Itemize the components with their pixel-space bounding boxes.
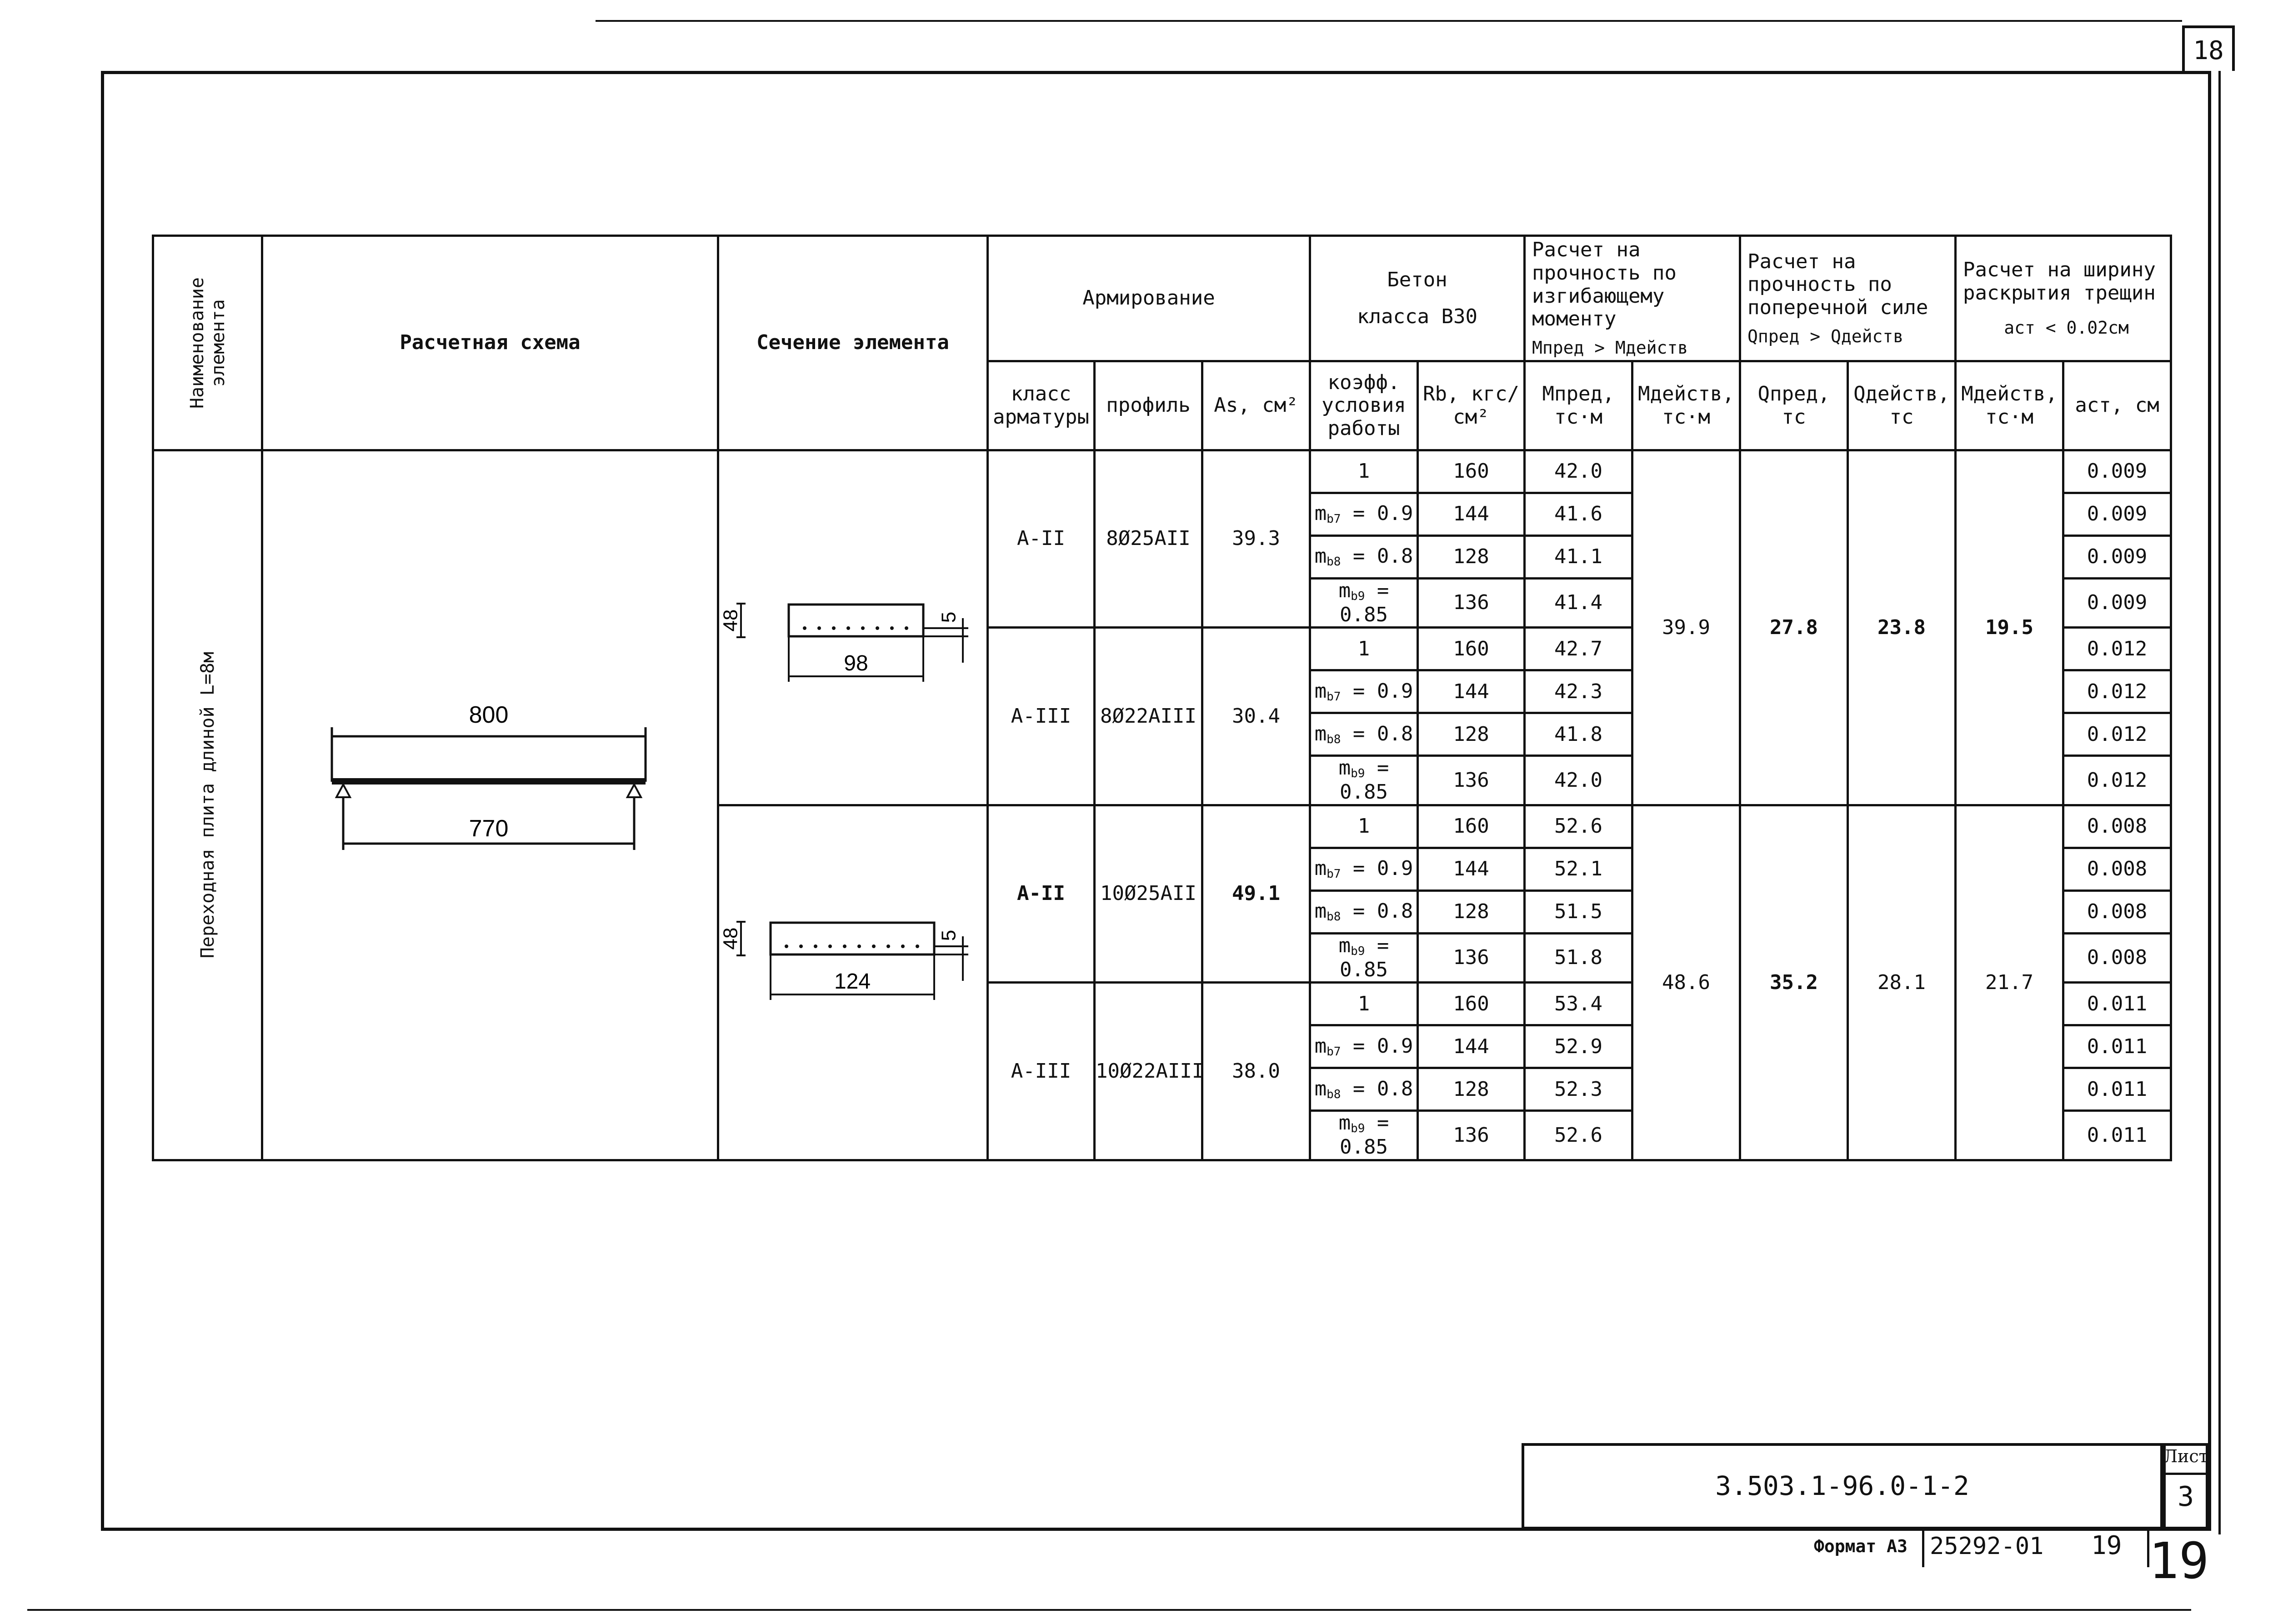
header-a-cr: аст, см [2063, 361, 2171, 450]
acr-cell: 0.009 [2063, 493, 2171, 536]
rb-cell: 128 [1418, 713, 1525, 756]
rb-cell: 160 [1418, 450, 1525, 493]
rebar-class: А-II [988, 805, 1095, 982]
m-pred-cell: 41.6 [1525, 493, 1632, 536]
acr-cell: 0.009 [2063, 536, 2171, 579]
sheet-label: Лист [2163, 1446, 2208, 1466]
m-pred-cell: 41.8 [1525, 713, 1632, 756]
rb-cell: 136 [1418, 933, 1525, 982]
calculation-table [152, 235, 2172, 1161]
rebar-area: 49.1 [1202, 805, 1310, 982]
m-deistv-cell: 48.6 [1632, 805, 1740, 1160]
header-profile: профиль [1095, 361, 1202, 450]
m-pred-cell: 51.5 [1525, 890, 1632, 933]
top-page-number-box [2182, 25, 2235, 71]
coef-cell: 1 [1310, 628, 1418, 670]
m-pred-cell: 52.6 [1525, 805, 1632, 848]
acr-cell: 0.009 [2063, 450, 2171, 493]
acr-cell: 0.008 [2063, 933, 2171, 982]
coef-cell: $m_{b7} = 0.9$ [1310, 493, 1418, 536]
acr-cell: 0.012 [2063, 756, 2171, 805]
rebar-class: А-II [988, 450, 1095, 628]
rebar-class: А-III [988, 983, 1095, 1160]
header-m-pred: Мпред, тс·м [1525, 361, 1632, 450]
rb-cell: 136 [1418, 756, 1525, 805]
rebar-profile: 8Ø22АIII [1095, 628, 1202, 805]
svg-text:48: 48 [719, 609, 742, 632]
rb-cell: 144 [1418, 670, 1525, 713]
rb-cell: 128 [1418, 890, 1525, 933]
rebar-area: 39.3 [1202, 450, 1310, 628]
rebar-area: 38.0 [1202, 983, 1310, 1160]
header-rebar-class: класс арматуры [988, 361, 1095, 450]
top-rule [596, 20, 2182, 22]
acr-cell: 0.012 [2063, 670, 2171, 713]
table-row [153, 450, 2171, 493]
rebar-profile: 10Ø25АII [1095, 805, 1202, 982]
rb-cell: 160 [1418, 983, 1525, 1025]
acr-cell: 0.012 [2063, 713, 2171, 756]
acr-cell: 0.009 [2063, 579, 2171, 628]
q-deistv-cell: 28.1 [1848, 805, 1956, 1160]
acr-cell: 0.012 [2063, 628, 2171, 670]
m-pred-cell: 53.4 [1525, 983, 1632, 1025]
acr-cell: 0.008 [2063, 848, 2171, 890]
m-pred-cell: 42.3 [1525, 670, 1632, 713]
m-pred-cell: 52.9 [1525, 1025, 1632, 1068]
acr-cell: 0.008 [2063, 805, 2171, 848]
scheme-length-top: 800 [469, 702, 509, 728]
rb-cell: 144 [1418, 848, 1525, 890]
svg-text:98: 98 [844, 651, 868, 675]
sheet-number: 3 [2177, 1481, 2194, 1513]
header-reinforcement: Армирование [988, 236, 1310, 361]
coef-cell: $m_{b8} = 0.8$ [1310, 536, 1418, 579]
header-shear-check: Расчет на прочность по поперечной силе Qпред > Qдейств [1740, 236, 1956, 361]
scheme-length-bottom: 770 [469, 815, 509, 842]
svg-text:48: 48 [719, 927, 742, 950]
q-pred-cell: 35.2 [1740, 805, 1848, 1160]
coef-cell: 1 [1310, 805, 1418, 848]
rebar-profile: 8Ø25АII [1095, 450, 1202, 628]
m-pred-cell: 41.4 [1525, 579, 1632, 628]
header-coef: коэфф. условия работы [1310, 361, 1418, 450]
rb-cell: 128 [1418, 1068, 1525, 1111]
rb-cell: 136 [1418, 579, 1525, 628]
coef-cell: 1 [1310, 450, 1418, 493]
m-pred-cell: 42.0 [1525, 756, 1632, 805]
coef-cell: $m_{b8} = 0.8$ [1310, 890, 1418, 933]
section-drawing-1 [714, 595, 977, 686]
m-pred-cell: 52.3 [1525, 1068, 1632, 1111]
rb-cell: 144 [1418, 1025, 1525, 1068]
svg-text:5: 5 [937, 611, 960, 623]
rb-cell: 160 [1418, 628, 1525, 670]
header-q-deistv: Qдейств, тс [1848, 361, 1956, 450]
m-pred-cell: 51.8 [1525, 933, 1632, 982]
frame-right-inner [2218, 71, 2221, 1534]
rb-cell: 128 [1418, 536, 1525, 579]
header-m-deistv: Мдейств, тс·м [1632, 361, 1740, 450]
header-as: As, см² [1202, 361, 1310, 450]
header-scheme: Расчетная схема [262, 236, 718, 450]
coef-cell: $m_{b8} = 0.8$ [1310, 1068, 1418, 1111]
bottom-page-number: 19 [2148, 1532, 2209, 1590]
calculation-scheme [318, 700, 664, 864]
m-pred-cell: 41.1 [1525, 536, 1632, 579]
header-concrete: Бетон класса В30 [1310, 236, 1525, 361]
header-rb: Rb, кгс/см² [1418, 361, 1525, 450]
m-pred-cell: 42.7 [1525, 628, 1632, 670]
acr-cell: 0.011 [2063, 983, 2171, 1025]
inventory-number: 25292-01 [1930, 1533, 2044, 1560]
m-pred-cell: 52.6 [1525, 1111, 1632, 1160]
header-m-deistv-2: Мдейств, тс·м [1956, 361, 2063, 450]
m-pred-cell: 52.1 [1525, 848, 1632, 890]
header-name: Наименование элемента [153, 236, 262, 450]
rebar-class: А-III [988, 628, 1095, 805]
acr-cell: 0.011 [2063, 1068, 2171, 1111]
rebar-profile: 10Ø22АIII [1095, 983, 1202, 1160]
inventory-suffix: 19 [2091, 1531, 2122, 1560]
format-label: Формат А3 [1814, 1536, 1908, 1556]
coef-cell: $m_{b7} = 0.9$ [1310, 848, 1418, 890]
header-q-pred: Qпред, тс [1740, 361, 1848, 450]
sheet-box-divider [2163, 1473, 2208, 1475]
top-page-number: 18 [2193, 36, 2224, 65]
acr-cell: 0.008 [2063, 890, 2171, 933]
rebar-area: 30.4 [1202, 628, 1310, 805]
header-crack-check: Расчет на ширину раскрытия трещин аст < 0.02см [1956, 236, 2171, 361]
coef-cell: $m_{b7} = 0.9$ [1310, 1025, 1418, 1068]
acr-cell: 0.011 [2063, 1025, 2171, 1068]
q-pred-cell: 27.8 [1740, 450, 1848, 805]
rb-cell: 144 [1418, 493, 1525, 536]
m-deistv-cell: 39.9 [1632, 450, 1740, 805]
element-name-cell: Переходная плита длиной L=8м [153, 450, 262, 1160]
q-deistv-cell: 23.8 [1848, 450, 1956, 805]
coef-cell: $m_{b8} = 0.8$ [1310, 713, 1418, 756]
svg-text:124: 124 [834, 969, 871, 994]
coef-cell: $m_{b9} = 0.85$ [1310, 579, 1418, 628]
m-deistv2-cell: 21.7 [1956, 805, 2063, 1160]
coef-cell: 1 [1310, 983, 1418, 1025]
bottom-rule [27, 1609, 2191, 1611]
coef-cell: $m_{b9} = 0.85$ [1310, 756, 1418, 805]
coef-cell: $m_{b9} = 0.85$ [1310, 933, 1418, 982]
coef-cell: $m_{b9} = 0.85$ [1310, 1111, 1418, 1160]
m-deistv2-cell: 19.5 [1956, 450, 2063, 805]
rb-cell: 160 [1418, 805, 1525, 848]
header-section: Сечение элемента [718, 236, 988, 450]
rb-cell: 136 [1418, 1111, 1525, 1160]
svg-text:5: 5 [937, 929, 960, 941]
header-moment-check: Расчет на прочность по изгибающему моменту Мпред > Мдейств [1525, 236, 1740, 361]
m-pred-cell: 42.0 [1525, 450, 1632, 493]
document-code: 3.503.1-96.0-1-2 [1715, 1470, 1969, 1501]
section-drawing-2 [714, 914, 977, 1004]
acr-cell: 0.011 [2063, 1111, 2171, 1160]
coef-cell: $m_{b7} = 0.9$ [1310, 670, 1418, 713]
